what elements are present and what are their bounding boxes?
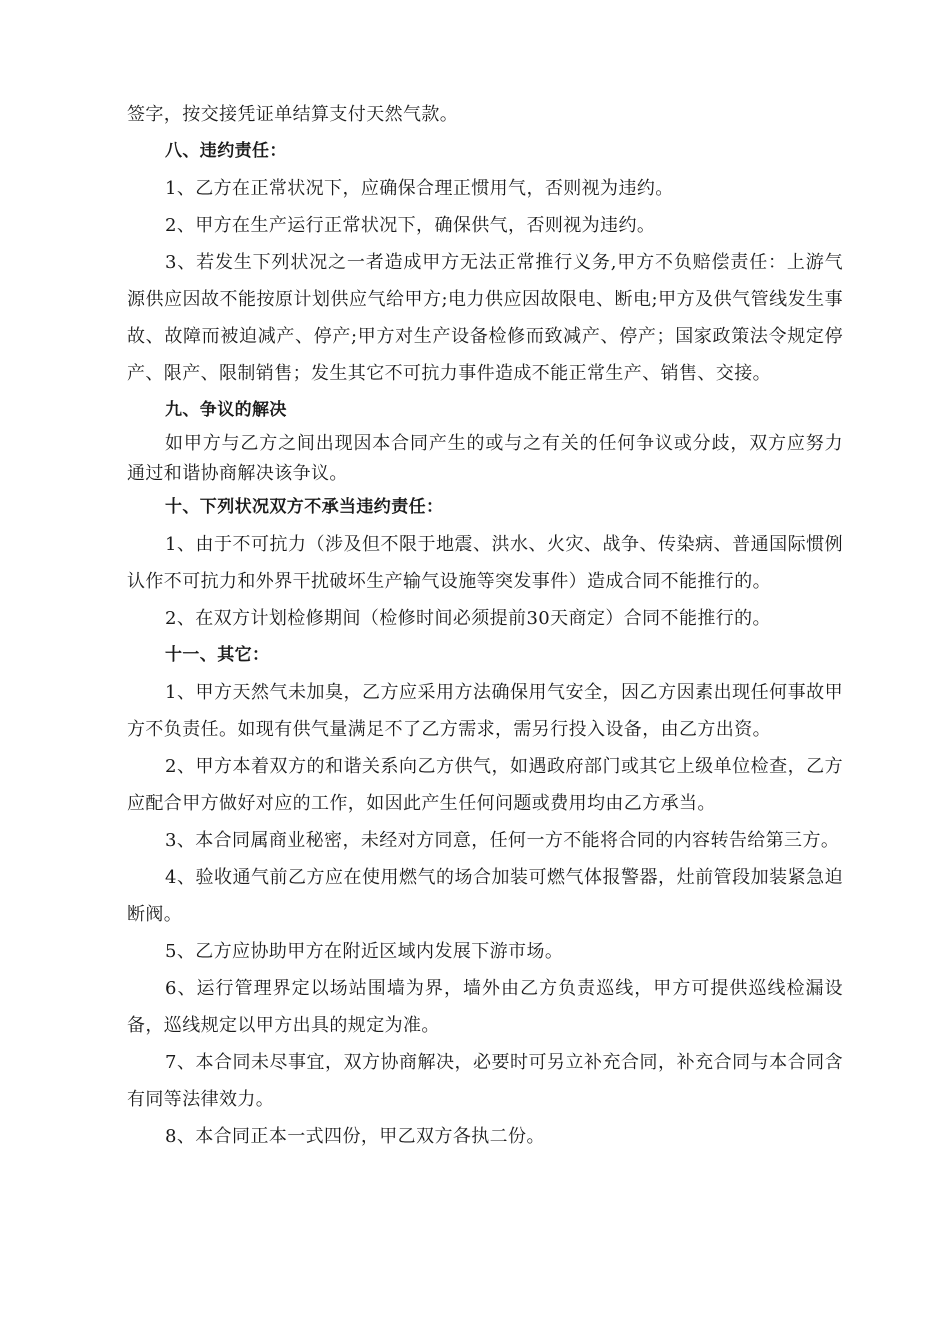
section-heading: 八、违约责任：	[165, 141, 287, 161]
body-paragraph: 6、运行管理界定以场站围墙为界，墙外由乙方负责巡线，甲方可提供巡线检漏设备，巡线规定以甲方出具的规定为准。	[127, 978, 843, 1036]
body-paragraph: 3、若发生下列状况之一者造成甲方无法正常推行义务,甲方不负赔偿责任：上游气源供应因故不能按原计划供应气给甲方;电力供应因故限电、断电;甲方及供气管线发生事故、故障而被迫减产、停产;甲方对生产设备检修而致减产、停产；国家政策法令规定停产、限产、限制销售；发生其它不可抗力事件造成不能正常生产、销售、交接。	[127, 252, 843, 384]
section-heading: 十一、其它：	[165, 645, 270, 665]
section-heading: 十、下列状况双方不承当违约责任：	[165, 497, 444, 517]
document-body	[127, 96, 843, 1155]
section-heading: 九、争议的解决	[165, 400, 287, 420]
body-paragraph: 2、甲方在生产运行正常状况下，确保供气，否则视为违约。	[165, 215, 656, 236]
body-paragraph: 7、本合同未尽事宜，双方协商解决，必要时可另立补充合同，补充合同与本合同含有同等法律效力。	[127, 1052, 843, 1110]
body-paragraph: 5、乙方应协助甲方在附近区域内发展下游市场。	[165, 941, 564, 962]
body-paragraph: 4、验收通气前乙方应在使用燃气的场合加装可燃气体报警器，灶前管段加装紧急迫断阀。	[127, 867, 843, 925]
body-paragraph: 签字，按交接凭证单结算支付天然气款。	[127, 104, 459, 125]
body-paragraph: 8、本合同正本一式四份，甲乙双方各执二份。	[165, 1126, 545, 1147]
body-paragraph: 2、在双方计划检修期间（检修时间必须提前30天商定）合同不能推行的。	[165, 608, 771, 629]
body-paragraph: 如甲方与乙方之间出现因本合同产生的或与之有关的任何争议或分歧，双方应努力通过和谐协商解决该争议。	[127, 433, 843, 484]
body-paragraph: 1、乙方在正常状况下，应确保合理正惯用气，否则视为违约。	[165, 178, 674, 199]
body-paragraph: 3、本合同属商业秘密，未经对方同意，任何一方不能将合同的内容转告给第三方。	[165, 830, 840, 851]
body-paragraph: 1、甲方天然气未加臭，乙方应采用方法确保用气安全，因乙方因素出现任何事故甲方不负责任。如现有供气量满足不了乙方需求，需另行投入设备，由乙方出资。	[127, 682, 843, 740]
body-paragraph: 2、甲方本着双方的和谐关系向乙方供气，如遇政府部门或其它上级单位检查，乙方应配合甲方做好对应的工作，如因此产生任何问题或费用均由乙方承当。	[127, 756, 843, 814]
body-paragraph: 1、由于不可抗力（涉及但不限于地震、洪水、火灾、战争、传染病、普通国际惯例认作不可抗力和外界干扰破坏生产输气设施等突发事件）造成合同不能推行的。	[127, 534, 843, 592]
